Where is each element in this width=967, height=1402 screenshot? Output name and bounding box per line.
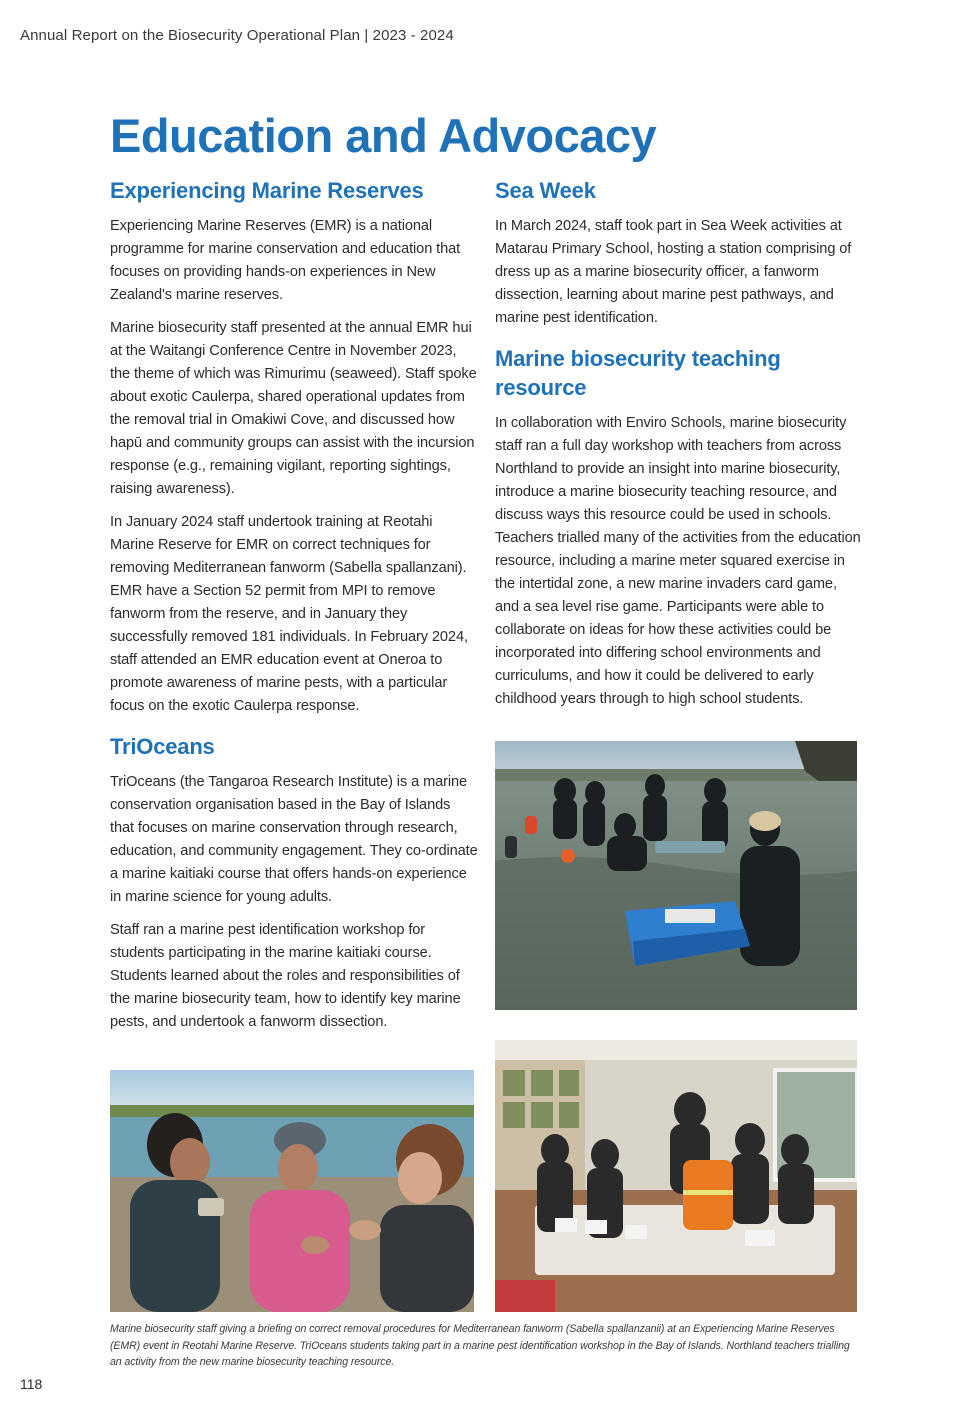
page-number: 118 bbox=[20, 1376, 43, 1392]
section-experiencing-marine-reserves bbox=[110, 176, 478, 718]
section-sea-week bbox=[495, 176, 861, 330]
section-heading-emr: Experiencing Marine Reserves bbox=[110, 178, 424, 203]
section-heading-sea-week: Sea Week bbox=[495, 178, 596, 203]
paragraph: TriOceans (the Tangaroa Research Institute) is a marine conservation organisation based in the Bay of Islands that focuses on marine conservation through research, education, and community engagement. They co-ordinate a marine kaitiaki course that offers hands-on experience in marine science for young adults. bbox=[110, 774, 478, 905]
paragraph: Experiencing Marine Reserves (EMR) is a national programme for marine conservation and education that focuses on providing hands-on experiences in New Zealand's marine reserves. bbox=[110, 218, 461, 303]
photo-teachers-workshop bbox=[495, 1040, 857, 1312]
photo-trioceans-workshop bbox=[110, 1070, 474, 1312]
right-column bbox=[495, 176, 861, 721]
photo-emr-fanworm-briefing bbox=[495, 741, 857, 1010]
section-heading-teaching-resource: Marine biosecurity teaching resource bbox=[495, 346, 781, 400]
photo-caption: Marine biosecurity staff giving a briefing on correct removal procedures for Mediterranean fanworm (Sabella spallanzanii) at an Experiencing Marine Reserves (EMR) event in Reotahi Marine Reserve. TriOceans students taking part in a marine pest identification workshop in the Bay of Islands. Northland teachers trialling an activity from the new marine biosecurity teaching resource. bbox=[110, 1323, 850, 1368]
paragraph: Marine biosecurity staff presented at the annual EMR hui at the Waitangi Conference Centre in November 2023, the theme of which was Rimurimu (seaweed). Staff spoke about exotic Caulerpa, shared operational updates from the removal trial in Omakiwi Cove, and discussed how hapū and community groups can assist with the incursion response (e.g., remaining vigilant, reporting sightings, raising awareness). bbox=[110, 320, 477, 497]
paragraph: Staff ran a marine pest identification workshop for students participating in the marine kaitiaki course. Students learned about the roles and responsibilities of the marine biosecurity team, how to identify key marine pests, and undertook a fanworm dissection. bbox=[110, 922, 461, 1030]
left-column bbox=[110, 176, 478, 1044]
section-heading-trioceans: TriOceans bbox=[110, 734, 215, 759]
section-teaching-resource bbox=[495, 344, 861, 711]
page-title: Education and Advocacy bbox=[110, 109, 657, 162]
running-header: Annual Report on the Biosecurity Operational Plan | 2023 - 2024 bbox=[20, 27, 454, 44]
paragraph: In collaboration with Enviro Schools, marine biosecurity staff ran a full day workshop with teachers from across Northland to provide an insight into marine biosecurity, introduce a marine biosecurity teaching resource, and discuss ways this resource could be used in schools. Teachers trialled many of the activities from the education resource, including a marine meter squared exercise in the intertidal zone, a new marine invaders card game, and a sea level rise game. Participants were able to collaborate on ideas for how these activities could be incorporated into differing school environments and curriculums, and how it could be delivered to early childhood years through to high school students. bbox=[495, 415, 861, 707]
paragraph: In January 2024 staff undertook training at Reotahi Marine Reserve for EMR on correct techniques for removing Mediterranean fanworm (Sabella spallanzani). EMR have a Section 52 permit from MPI to remove fanworm from the reserve, and in January they successfully removed 181 individuals. In February 2024, staff attended an EMR education event at Oneroa to promote awareness of marine pests, with a particular focus on the exotic Caulerpa response. bbox=[110, 514, 468, 714]
section-trioceans bbox=[110, 732, 478, 1034]
paragraph: In March 2024, staff took part in Sea Week activities at Matarau Primary School, hosting a station comprising of dress up as a marine biosecurity officer, a fanworm dissection, learning about marine pest pathways, and marine pest identification. bbox=[495, 218, 852, 326]
